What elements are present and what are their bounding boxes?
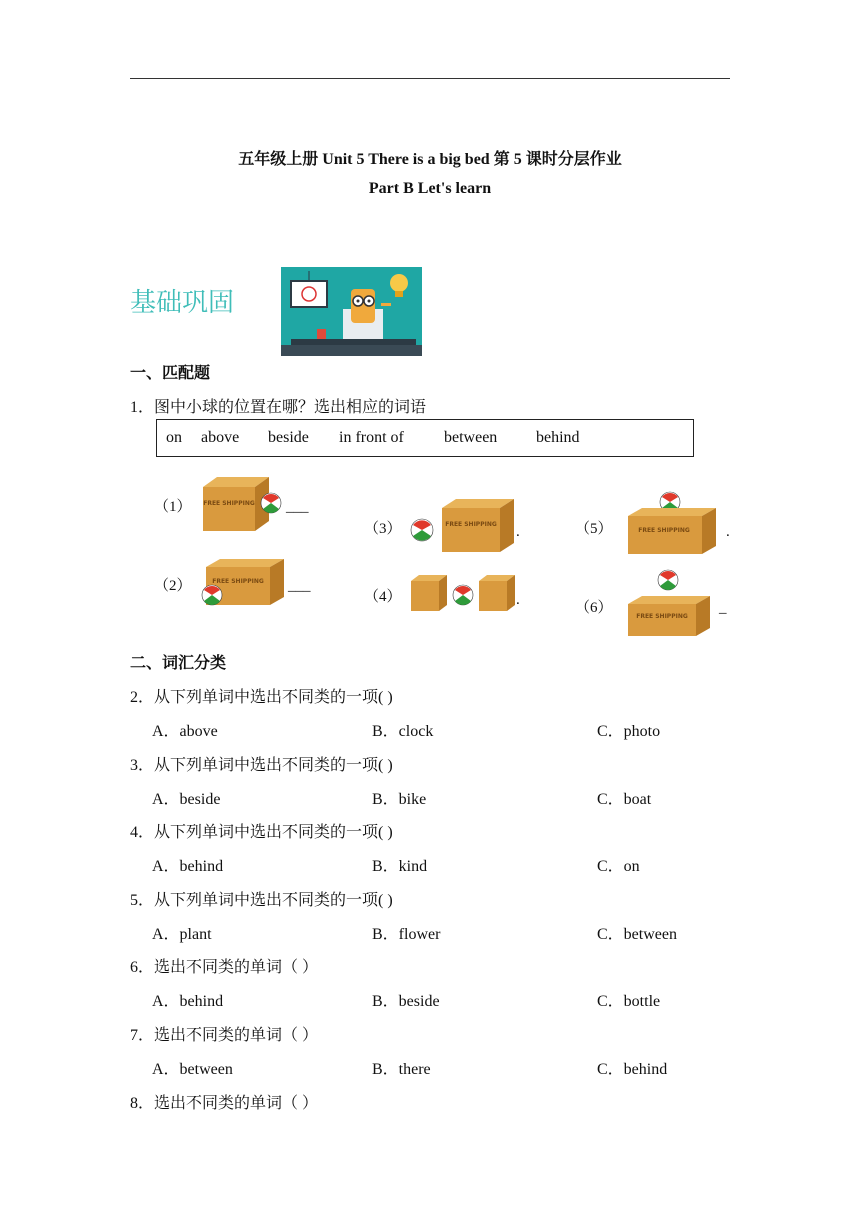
- option-b[interactable]: B．beside: [372, 993, 440, 1010]
- question-6: 6．选出不同类的单词（ ）: [130, 959, 319, 976]
- word-bank-item: between: [444, 429, 498, 446]
- page-title: 五年级上册 Unit 5 There is a big bed 第 5 课时分层作业: [238, 151, 622, 168]
- word-bank: [156, 419, 694, 457]
- box-label: FREE SHIPPING: [445, 521, 497, 528]
- picture-label-4: （4）: [364, 589, 402, 605]
- picture-label-5: （5）: [575, 521, 613, 537]
- picture-1-box-ball: [199, 471, 285, 537]
- section-lead: 基础巩固: [130, 288, 235, 318]
- picture-label-1: （1）: [154, 499, 192, 515]
- answer-blank-5[interactable]: .: [726, 524, 730, 540]
- picture-3-box-ball: [408, 496, 516, 556]
- option-c[interactable]: C．boat: [597, 791, 652, 808]
- answer-blank-4[interactable]: .: [516, 592, 520, 608]
- picture-2-box-ball: [198, 557, 290, 609]
- option-c[interactable]: C．bottle: [597, 993, 661, 1010]
- option-b[interactable]: B．clock: [372, 723, 434, 740]
- picture-label-3: （3）: [364, 521, 402, 537]
- question-5: 5．从下列单词中选出不同类的一项( ): [130, 892, 393, 909]
- option-b[interactable]: B．there: [372, 1061, 431, 1078]
- header-rule: [130, 78, 730, 79]
- picture-6-box-ball: [626, 568, 714, 640]
- page-subtitle: Part B Let's learn: [368, 180, 492, 197]
- question-2: 2．从下列单词中选出不同类的一项( ): [130, 689, 393, 706]
- word-bank-item: in front of: [339, 429, 404, 446]
- box-label: FREE SHIPPING: [638, 527, 690, 534]
- question-4: 4．从下列单词中选出不同类的一项( ): [130, 824, 393, 841]
- option-a[interactable]: A．above: [152, 723, 218, 740]
- word-bank-item: beside: [268, 429, 309, 446]
- picture-label-6: （6）: [575, 600, 613, 616]
- word-bank-item: above: [201, 429, 240, 446]
- section-heading-matching: 一、匹配题: [130, 363, 211, 382]
- answer-blank-1[interactable]: ___: [286, 499, 309, 515]
- question-8: 8．选出不同类的单词（ ）: [130, 1095, 319, 1112]
- box-label: FREE SHIPPING: [636, 613, 688, 620]
- option-c[interactable]: C．behind: [597, 1061, 668, 1078]
- question-3: 3．从下列单词中选出不同类的一项( ): [130, 757, 393, 774]
- option-b[interactable]: B．kind: [372, 858, 428, 875]
- answer-blank-2[interactable]: ___: [288, 578, 311, 594]
- box-label: FREE SHIPPING: [203, 500, 255, 507]
- word-bank-item: on: [166, 429, 182, 446]
- option-b[interactable]: B．flower: [372, 926, 441, 943]
- option-c[interactable]: C．photo: [597, 723, 661, 740]
- teacher-illustration: [281, 267, 422, 356]
- answer-blank-6[interactable]: _: [719, 600, 727, 616]
- option-c[interactable]: C．between: [597, 926, 677, 943]
- picture-4-box-ball: [409, 573, 517, 615]
- question-1: 1．图中小球的位置在哪？选出相应的词语: [130, 399, 427, 416]
- option-b[interactable]: B．bike: [372, 791, 427, 808]
- word-bank-item: behind: [536, 429, 580, 446]
- option-a[interactable]: A．plant: [152, 926, 212, 943]
- option-a[interactable]: A．beside: [152, 791, 221, 808]
- option-a[interactable]: A．behind: [152, 858, 224, 875]
- option-a[interactable]: A．between: [152, 1061, 233, 1078]
- picture-5-box-ball: [626, 490, 720, 558]
- option-c[interactable]: C．on: [597, 858, 640, 875]
- picture-label-2: （2）: [154, 578, 192, 594]
- box-label: FREE SHIPPING: [212, 578, 264, 585]
- section-heading-classification: 二、词汇分类: [130, 653, 227, 672]
- answer-blank-3[interactable]: .: [516, 524, 520, 540]
- question-7: 7．选出不同类的单词（ ）: [130, 1027, 319, 1044]
- option-a[interactable]: A．behind: [152, 993, 224, 1010]
